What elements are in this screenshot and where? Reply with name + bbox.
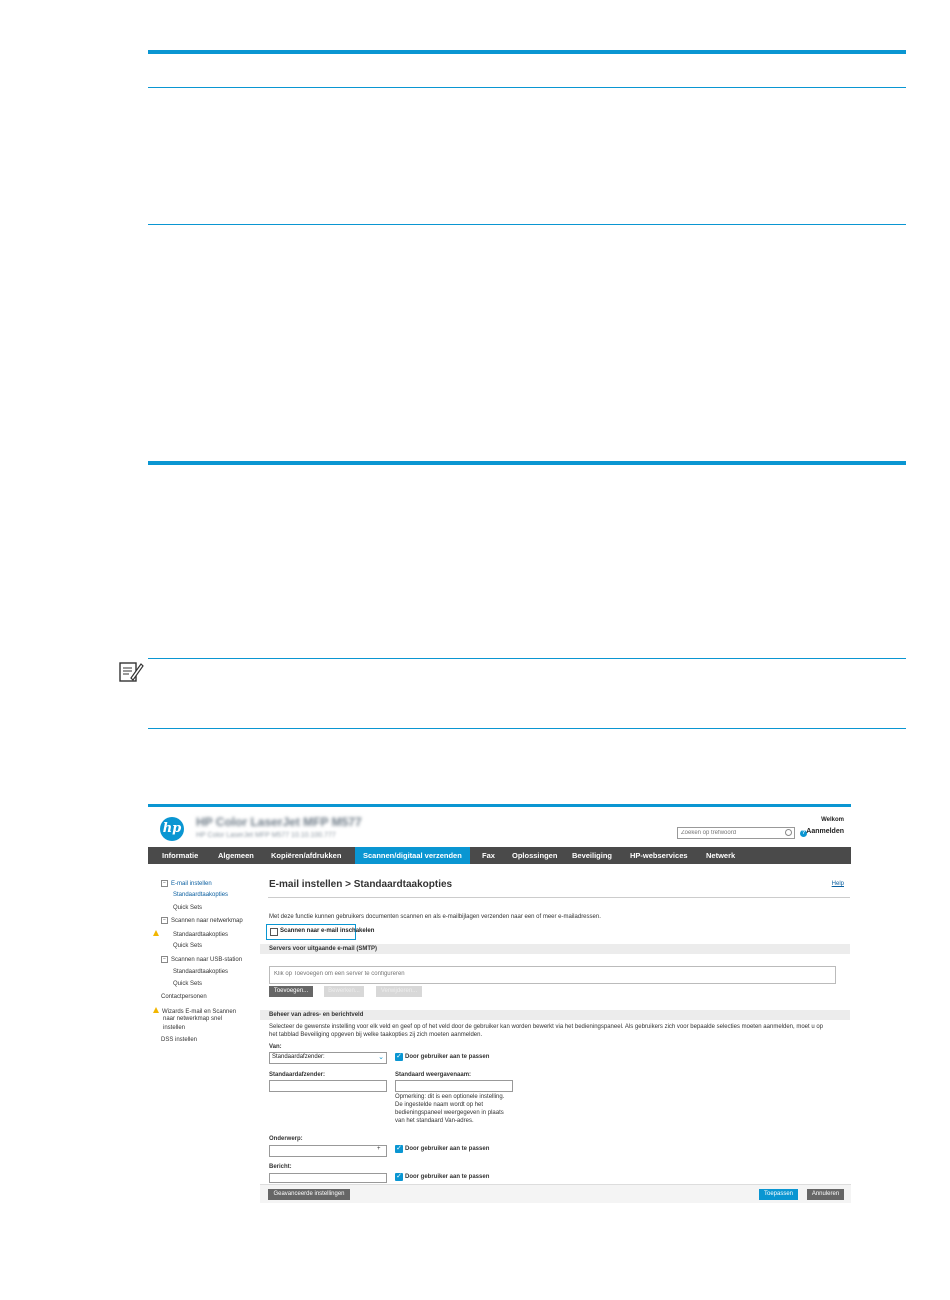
cancel-button[interactable]: Annuleren (807, 1189, 844, 1200)
from-select[interactable] (269, 1052, 387, 1064)
sidebar-item-usb-quick-sets[interactable]: Quick Sets (173, 981, 203, 987)
product-address: HP Color LaserJet MFP M577 10.10.100.777 (196, 832, 336, 839)
feature-description: Met deze functie kunnen gebruikers documenten scannen en als e-mailbijlagen verzenden naar een of meer e-mailadressen. (269, 914, 601, 920)
warning-icon (153, 1007, 159, 1013)
sidebar-label[interactable]: Scannen naar USB-station (171, 957, 243, 964)
sidebar-label[interactable]: Standaardtaakopties (173, 932, 229, 938)
default-display-name-input[interactable] (395, 1080, 513, 1092)
sidebar-item-quick-sets[interactable]: Quick Sets (173, 905, 203, 911)
enable-scan-to-email[interactable] (266, 924, 375, 940)
advanced-settings-button[interactable]: Geavanceerde instellingen (268, 1189, 350, 1200)
message-editable-checkbox[interactable]: ✓ (396, 1173, 402, 1180)
sidebar-item-email-instellen[interactable] (161, 880, 212, 887)
subject-editable-label: Door gebruiker aan te passen (405, 1146, 490, 1152)
default-sender-label: Standaardafzender: (269, 1072, 326, 1078)
main-content (260, 869, 850, 1203)
tab-fax[interactable]: Fax (482, 851, 495, 860)
address-section-title: Beheer van adres- en berichtveld (269, 1012, 364, 1018)
tab-kopieren-afdrukken[interactable]: Kopiëren/afdrukken (271, 851, 342, 860)
subject-add-icon[interactable]: + (377, 1146, 381, 1152)
display-name-note-2: De ingestelde naam wordt op het (395, 1102, 484, 1108)
sidebar-item-standaardtaakopties[interactable]: Standaardtaakopties (173, 892, 229, 898)
address-description-line2: het tabblad Beveiliging opgeven bij welke taakopties zij zich moeten aanmelden. (269, 1032, 483, 1038)
search-input[interactable] (678, 828, 784, 838)
address-section-header (260, 1010, 850, 1020)
ews-header (148, 807, 851, 847)
sidebar-label[interactable]: Scannen naar netwerkmap (171, 918, 243, 925)
from-editable-checkbox[interactable]: ✓ (396, 1053, 402, 1060)
address-description-line1: Selecteer de gewenste instelling voor elk veld en geef op of het veld door de gebruiker kan worden bewerkt via het bedieningspaneel. Als gebruikers zich voor bepaalde selecties moeten aanmelden, moet u op (269, 1024, 824, 1030)
search-box[interactable] (677, 827, 795, 839)
note-top-rule (148, 658, 906, 659)
subject-editable-checkbox[interactable]: ✓ (396, 1145, 402, 1152)
smtp-server-list[interactable] (269, 966, 836, 984)
tab-netwerk[interactable]: Netwerk (706, 851, 736, 860)
sidebar-label[interactable]: E-mail instellen (171, 881, 212, 888)
table-rule-2 (148, 224, 906, 225)
subject-label: Onderwerp: (269, 1136, 303, 1142)
add-server-button[interactable]: Toevoegen... (269, 986, 313, 997)
tab-hp-webservices[interactable]: HP-webservices (630, 851, 688, 860)
tab-oplossingen[interactable]: Oplossingen (512, 851, 558, 860)
sidebar-item-scannen-usb[interactable] (161, 956, 242, 963)
sidebar-item-scannen-netwerkmap[interactable] (161, 917, 243, 924)
from-select-value: Standaardafzender: (272, 1054, 325, 1060)
edit-server-button[interactable]: Bewerken... (324, 986, 364, 997)
sidebar-item-wizards-line2[interactable]: naar netwerkmap snel (163, 1016, 223, 1022)
collapse-icon[interactable]: − (161, 956, 168, 963)
search-icon[interactable] (785, 829, 792, 836)
sidebar-item-usb-standaard[interactable]: Standaardtaakopties (173, 969, 229, 975)
warning-icon (153, 930, 159, 936)
smtp-section-header (260, 944, 850, 954)
smtp-section-title: Servers voor uitgaande e-mail (SMTP) (269, 946, 378, 952)
welcome-text: Welkom (821, 817, 844, 823)
from-label: Van: (269, 1044, 282, 1050)
message-editable-label: Door gebruiker aan te passen (405, 1174, 490, 1180)
collapse-icon[interactable]: − (161, 880, 168, 887)
sidebar-item-dss[interactable]: DSS instellen (161, 1037, 198, 1043)
smtp-server-input[interactable] (270, 967, 828, 981)
display-name-note-3: bedieningspaneel weergegeven in plaats (395, 1110, 504, 1116)
message-input[interactable] (269, 1173, 387, 1183)
default-display-name-label: Standaard weergavenaam: (395, 1072, 472, 1078)
display-name-note-4: van het standaard Van-adres. (395, 1118, 474, 1124)
tab-beveiliging[interactable]: Beveiliging (572, 851, 613, 860)
sidebar-item-wizards-line3[interactable]: instellen (163, 1025, 186, 1031)
collapse-icon[interactable]: − (161, 917, 168, 924)
tab-algemeen[interactable]: Algemeen (218, 851, 254, 860)
table-rule-1 (148, 87, 906, 88)
tab-scannen-digitaal-verzenden[interactable]: Scannen/digitaal verzenden (355, 847, 470, 864)
help-icon[interactable]: ? (801, 830, 806, 836)
top-rule (148, 50, 906, 54)
tab-informatie[interactable]: Informatie (162, 851, 199, 860)
chevron-down-icon[interactable]: ⌄ (378, 1054, 384, 1061)
sign-in-link[interactable]: Aanmelden (806, 828, 844, 835)
sidebar-label[interactable]: Wizards E-mail en Scannen (162, 1009, 237, 1015)
sidebar-item-wizards[interactable] (153, 1007, 236, 1015)
enable-label: Scannen naar e-mail inschakelen (280, 928, 375, 934)
display-name-note-1: Opmerking: dit is een optionele instelling. (395, 1094, 505, 1100)
default-sender-input[interactable] (269, 1080, 387, 1092)
note-bottom-rule (148, 728, 906, 729)
main-nav (148, 847, 851, 864)
sidebar-item-netwerkmap-quick-sets[interactable]: Quick Sets (173, 943, 203, 949)
from-editable-label: Door gebruiker aan te passen (405, 1054, 490, 1060)
sidebar-item-contactpersonen[interactable]: Contactpersonen (161, 994, 207, 1000)
note-icon (118, 660, 144, 684)
hp-logo: hp (160, 817, 184, 841)
message-label: Bericht: (269, 1164, 292, 1170)
remove-server-button[interactable]: Verwijderen... (376, 986, 422, 997)
sidebar-item-netwerkmap-standaard[interactable] (153, 930, 228, 938)
help-link[interactable]: Help (831, 881, 844, 887)
apply-button[interactable]: Toepassen (759, 1189, 798, 1200)
subject-input[interactable] (269, 1145, 387, 1157)
enable-checkbox[interactable] (270, 928, 278, 936)
ews-screenshot (148, 804, 851, 1203)
product-name: HP Color LaserJet MFP M577 (196, 815, 362, 829)
title-divider (268, 897, 850, 898)
action-footer (260, 1184, 851, 1203)
section-rule (148, 461, 906, 465)
page-title: E-mail instellen > Standaardtaakopties (269, 879, 453, 890)
